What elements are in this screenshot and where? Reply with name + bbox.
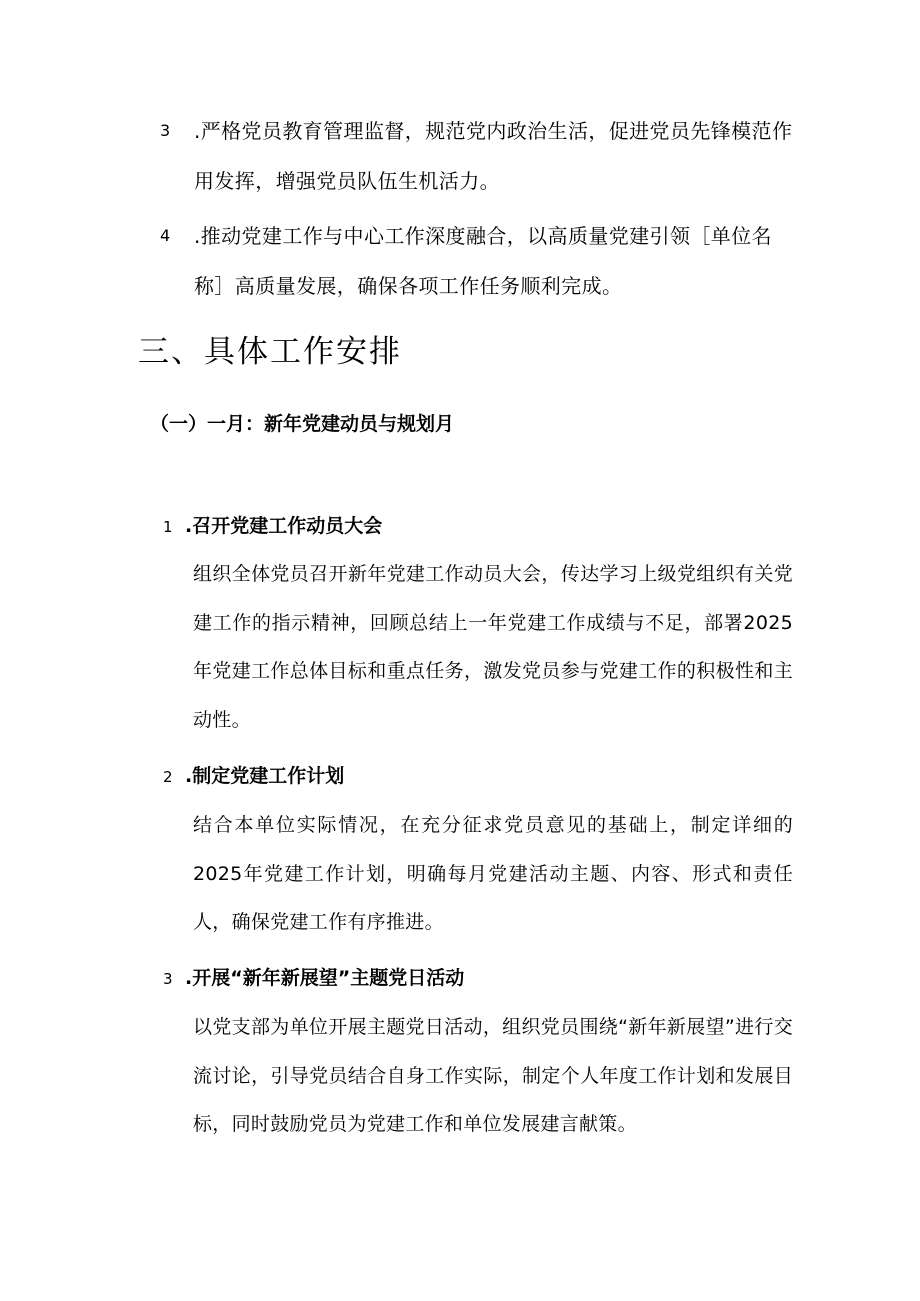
- goal-text: .严格党员教育管理监督，规范党内政治生活，促进党员先锋模范作用发挥，增强党员队伍生机活力。: [194, 119, 793, 193]
- task-body-1: 组织全体党员召开新年党建工作动员大会，传达学习上级党组织有关党建工作的指示精神，回顾总结上一年党建工作成绩与不足，部署2025年党建工作总体目标和重点任务，激发党员参与党建工作的积极性和主动性。: [193, 563, 793, 731]
- section-title: 三、具体工作安排: [138, 334, 402, 370]
- task-number: 2: [163, 768, 173, 786]
- task-heading-3: [163, 960, 464, 997]
- task-number: 1: [163, 518, 173, 536]
- task-title: .开展“新年新展望”主题党日活动: [185, 967, 465, 989]
- goal-item-3: [160, 106, 800, 206]
- task-body-3: 以党支部为单位开展主题党日活动，组织党员围绕“新年新展望”进行交流讨论，引导党员结合自身工作实际，制定个人年度工作计划和发展目标，同时鼓励党员为党建工作和单位发展建言献策。: [193, 1016, 793, 1135]
- task-heading-1: [163, 508, 382, 545]
- goal-item-4: [160, 211, 800, 311]
- goal-text: .推动党建工作与中心工作深度融合，以高质量党建引领［单位名称］高质量发展，确保各项工作任务顺利完成。: [194, 224, 772, 298]
- task-heading-2: [163, 758, 344, 795]
- goal-number: 3: [160, 121, 171, 140]
- subsection-title: （一）一月：新年党建动员与规划月: [150, 413, 455, 435]
- task-title: .制定党建工作计划: [185, 765, 345, 787]
- goal-number: 4: [160, 226, 171, 245]
- task-title: .召开党建工作动员大会: [185, 515, 383, 537]
- task-body-2: 结合本单位实际情况，在充分征求党员意见的基础上，制定详细的2025年党建工作计划，明确每月党建活动主题、内容、形式和责任人，确保党建工作有序推进。: [193, 814, 793, 933]
- task-number: 3: [163, 970, 173, 988]
